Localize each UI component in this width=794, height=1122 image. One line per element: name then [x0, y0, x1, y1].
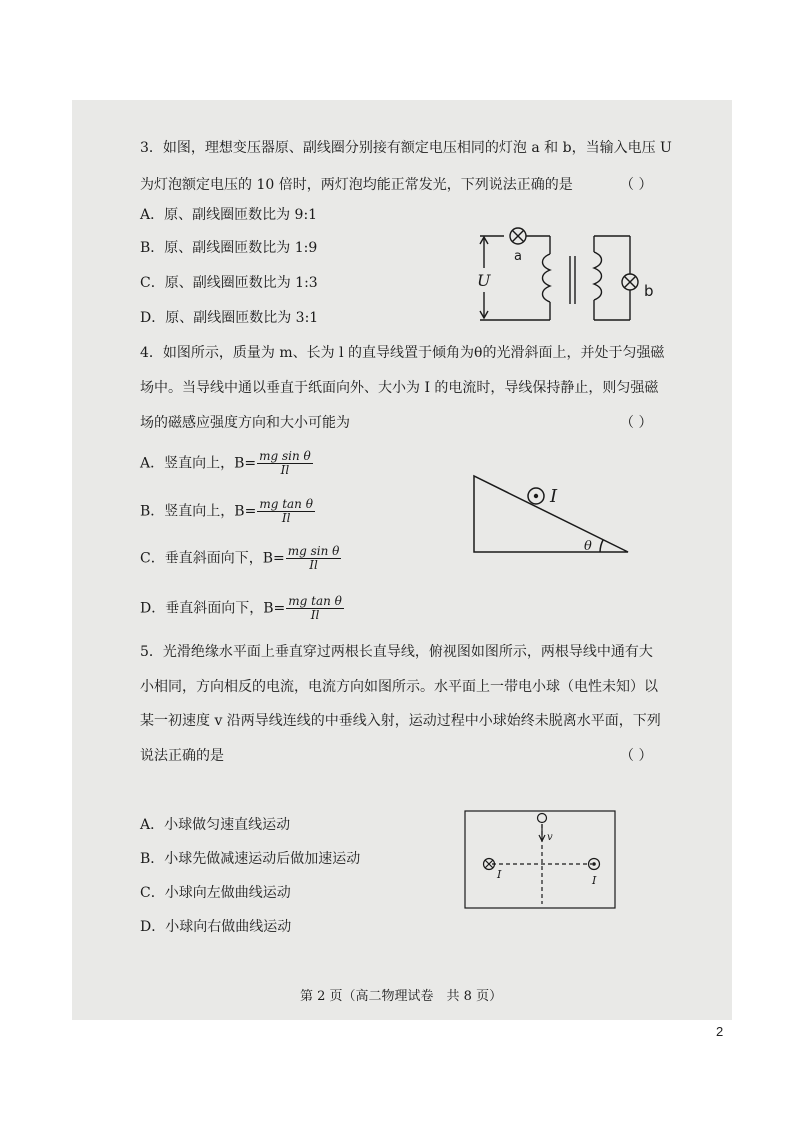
- q4-option-b-numerator: mg tan θ: [259, 497, 313, 511]
- q3-option-d: D．原、副线圈匝数比为 3:1: [140, 310, 319, 326]
- q4-option-d-fraction: [286, 595, 344, 622]
- q5-stem-line3: 某一初速度 v 沿两导线连线的中垂线入射，运动过程中小球始终未脱离水平面，下列: [140, 713, 661, 729]
- q4-option-d: [140, 595, 344, 622]
- q4-option-c-fraction: [286, 545, 342, 572]
- q4-option-b-fraction: [257, 498, 315, 525]
- q4-option-b: [140, 498, 315, 525]
- q4-option-a-prefix: A．竖直向上，B=: [140, 455, 257, 472]
- label-v: v: [547, 832, 553, 843]
- wires-topview-diagram: [464, 810, 616, 910]
- q5-option-b: B．小球先做减速运动后做加速运动: [140, 851, 361, 867]
- q5-stem-line1: 5．光滑绝缘水平面上垂直穿过两根长直导线，俯视图如图所示，两根导线中通有大: [140, 644, 653, 660]
- q4-option-d-denominator: Il: [310, 608, 320, 622]
- page-footer: 第 2 页（高二物理试卷 共 8 页）: [300, 989, 503, 1004]
- q3-option-a: A．原、副线圈匝数比为 9:1: [140, 207, 318, 223]
- q5-answer-bracket: （ ）: [620, 748, 653, 764]
- q4-option-d-numerator: mg tan θ: [288, 594, 342, 608]
- q3-option-b: B．原、副线圈匝数比为 1:9: [140, 240, 318, 256]
- q5-option-c: C．小球向左做曲线运动: [140, 885, 291, 901]
- q4-option-a-denominator: Il: [280, 463, 290, 477]
- q3-answer-bracket: （ ）: [620, 177, 653, 193]
- q4-option-a: [140, 450, 313, 477]
- q4-answer-bracket: （ ）: [620, 415, 653, 431]
- q3-stem-line2: 为灯泡额定电压的 10 倍时，两灯泡均能正常发光，下列说法正确的是: [140, 177, 573, 193]
- q3-option-c: C．原、副线圈匝数比为 1:3: [140, 275, 318, 291]
- q3-stem-line1: 3．如图，理想变压器原、副线圈分别接有额定电压相同的灯泡 a 和 b，当输入电压 U: [140, 140, 672, 156]
- q4-option-d-prefix: D．垂直斜面向下，B=: [140, 600, 286, 617]
- transformer-diagram: [460, 220, 670, 330]
- q4-stem-line1: 4．如图所示，质量为 m、长为 l 的直导线置于倾角为θ的光滑斜面上，并处于匀强磁: [140, 345, 665, 361]
- q4-option-b-denominator: Il: [281, 511, 291, 525]
- q4-option-c-numerator: mg sin θ: [287, 544, 340, 558]
- q5-stem-line4: 说法正确的是: [140, 748, 224, 764]
- q4-option-c-denominator: Il: [309, 558, 318, 572]
- page-number: 2: [716, 1024, 724, 1039]
- q4-stem-line2: 场中。当导线中通以垂直于纸面向外、大小为 I 的电流时，导线保持静止，则匀强磁: [140, 380, 659, 396]
- q4-option-a-fraction: [257, 450, 313, 477]
- q4-option-c-prefix: C．垂直斜面向下，B=: [140, 550, 285, 567]
- incline-diagram: [470, 470, 640, 560]
- label-b: b: [644, 282, 654, 300]
- label-u: U: [477, 271, 491, 290]
- q5-option-d: D．小球向右做曲线运动: [140, 919, 292, 935]
- q5-stem-line2: 小相同，方向相反的电流，电流方向如图所示。水平面上一带电小球（电性未知）以: [140, 679, 658, 695]
- q4-option-a-numerator: mg sin θ: [259, 449, 311, 463]
- q4-option-c: [140, 545, 341, 572]
- label-i-right: I: [592, 874, 597, 887]
- label-i-left: I: [497, 868, 502, 881]
- label-a: a: [514, 249, 522, 264]
- q4-option-b-prefix: B．竖直向上，B=: [140, 503, 257, 520]
- label-current-i: I: [550, 486, 558, 507]
- label-theta: θ: [584, 539, 592, 554]
- q4-stem-line3: 场的磁感应强度方向和大小可能为: [140, 415, 350, 431]
- q5-option-a: A．小球做匀速直线运动: [140, 817, 291, 833]
